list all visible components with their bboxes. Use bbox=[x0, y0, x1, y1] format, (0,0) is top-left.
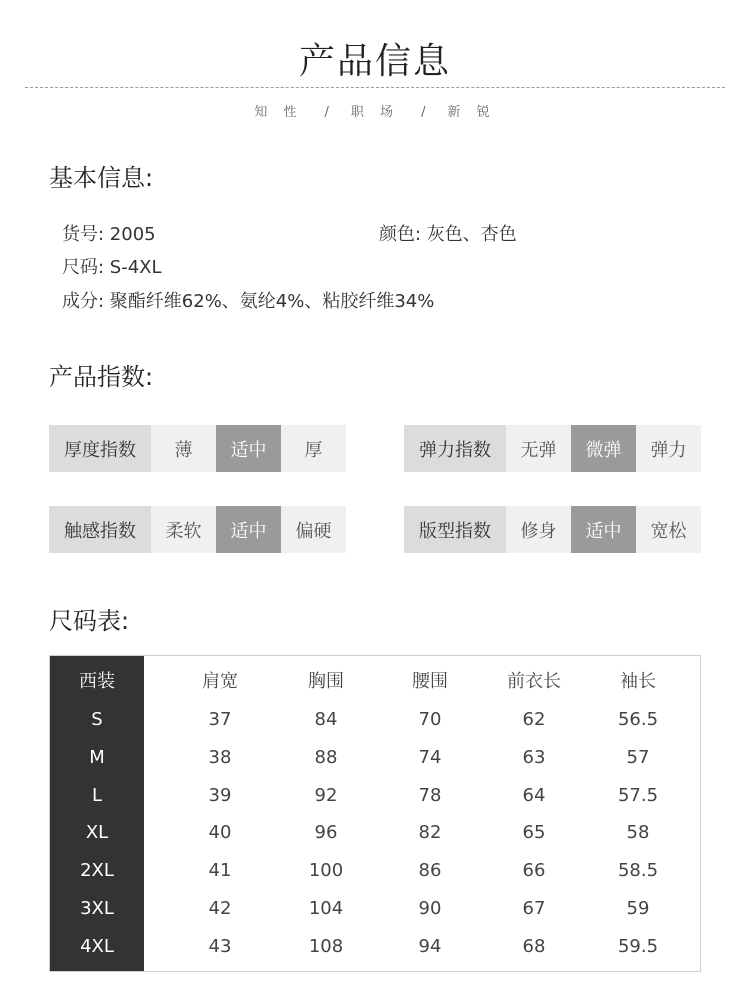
table-row bbox=[50, 814, 700, 852]
size-cell: L bbox=[91, 785, 103, 806]
table-cell: 56.5 bbox=[617, 709, 659, 730]
table-cell: 74 bbox=[418, 747, 442, 768]
table-cell: 58 bbox=[626, 822, 650, 843]
page-title: 产品信息 bbox=[298, 41, 451, 82]
size-chart-heading: 尺码表: bbox=[49, 607, 130, 635]
size-cell: 3XL bbox=[80, 898, 114, 919]
table-row bbox=[50, 890, 700, 928]
product-index-heading: 产品指数: bbox=[49, 363, 154, 391]
header-cell: 肩宽 bbox=[202, 671, 238, 692]
table-cell: 42 bbox=[208, 898, 232, 919]
size-cell: 4XL bbox=[80, 936, 114, 957]
table-cell: 62 bbox=[522, 709, 546, 730]
table-cell: 70 bbox=[418, 709, 442, 730]
index-option: 无弹 bbox=[506, 425, 571, 472]
size-cell: S bbox=[91, 709, 103, 730]
index-option: 宽松 bbox=[636, 506, 701, 553]
table-cell: 88 bbox=[314, 747, 338, 768]
header-cell: 袖长 bbox=[620, 671, 656, 692]
header-cell: 西装 bbox=[79, 671, 115, 692]
table-cell: 63 bbox=[522, 747, 546, 768]
size-range: 尺码: S-4XL bbox=[62, 257, 162, 278]
fit-index bbox=[404, 506, 701, 553]
index-option: 薄 bbox=[151, 425, 216, 472]
table-cell: 41 bbox=[208, 860, 232, 881]
table-cell: 108 bbox=[308, 936, 344, 957]
tag-1: 知 性 bbox=[254, 105, 303, 120]
table-cell: 57.5 bbox=[617, 785, 659, 806]
index-option-selected: 适中 bbox=[216, 506, 281, 553]
touch-index bbox=[49, 506, 346, 553]
item-number: 货号: 2005 bbox=[62, 224, 156, 245]
table-cell: 90 bbox=[418, 898, 442, 919]
size-chart-table bbox=[49, 655, 701, 972]
table-cell: 57 bbox=[626, 747, 650, 768]
table-cell: 94 bbox=[418, 936, 442, 957]
index-option-selected: 微弹 bbox=[571, 425, 636, 472]
index-label: 厚度指数 bbox=[49, 425, 151, 472]
index-option-selected: 适中 bbox=[571, 506, 636, 553]
tagline bbox=[0, 101, 750, 120]
table-row bbox=[50, 852, 700, 890]
table-cell: 40 bbox=[208, 822, 232, 843]
table-row bbox=[50, 928, 700, 966]
index-option: 偏硬 bbox=[281, 506, 346, 553]
table-cell: 59.5 bbox=[617, 936, 659, 957]
index-label: 触感指数 bbox=[49, 506, 151, 553]
table-cell: 38 bbox=[208, 747, 232, 768]
tag-separator: / bbox=[324, 105, 329, 120]
table-cell: 82 bbox=[418, 822, 442, 843]
table-cell: 43 bbox=[208, 936, 232, 957]
table-cell: 104 bbox=[308, 898, 344, 919]
index-option: 修身 bbox=[506, 506, 571, 553]
table-cell: 84 bbox=[314, 709, 338, 730]
size-cell: 2XL bbox=[80, 860, 114, 881]
index-label: 版型指数 bbox=[404, 506, 506, 553]
table-cell: 58.5 bbox=[617, 860, 659, 881]
index-option: 柔软 bbox=[151, 506, 216, 553]
table-cell: 92 bbox=[314, 785, 338, 806]
dashed-divider bbox=[25, 87, 725, 88]
header-cell: 前衣长 bbox=[507, 671, 561, 692]
table-cell: 96 bbox=[314, 822, 338, 843]
table-cell: 100 bbox=[308, 860, 344, 881]
table-cell: 64 bbox=[522, 785, 546, 806]
table-cell: 65 bbox=[522, 822, 546, 843]
size-cell: M bbox=[89, 747, 105, 768]
elasticity-index bbox=[404, 425, 701, 472]
table-cell: 86 bbox=[418, 860, 442, 881]
table-row bbox=[50, 701, 700, 739]
color-info: 颜色: 灰色、杏色 bbox=[379, 224, 517, 245]
index-option: 厚 bbox=[281, 425, 346, 472]
table-cell: 78 bbox=[418, 785, 442, 806]
table-cell: 67 bbox=[522, 898, 546, 919]
tag-3: 新 锐 bbox=[447, 105, 496, 120]
composition: 成分: 聚酯纤维62%、氨纶4%、粘胶纤维34% bbox=[62, 291, 435, 312]
table-cell: 68 bbox=[522, 936, 546, 957]
table-header-row bbox=[50, 663, 700, 701]
size-cell: XL bbox=[85, 822, 109, 843]
tag-2: 职 场 bbox=[350, 105, 400, 120]
index-option: 弹力 bbox=[636, 425, 701, 472]
table-cell: 66 bbox=[522, 860, 546, 881]
tag-separator: / bbox=[421, 105, 426, 120]
table-row bbox=[50, 739, 700, 777]
table-cell: 59 bbox=[626, 898, 650, 919]
table-cell: 39 bbox=[208, 785, 232, 806]
index-option-selected: 适中 bbox=[216, 425, 281, 472]
basic-info-heading: 基本信息: bbox=[49, 164, 154, 192]
thickness-index bbox=[49, 425, 346, 472]
header-cell: 胸围 bbox=[308, 671, 344, 692]
table-row bbox=[50, 777, 700, 815]
index-label: 弹力指数 bbox=[404, 425, 506, 472]
table-cell: 37 bbox=[208, 709, 232, 730]
header-cell: 腰围 bbox=[412, 671, 448, 692]
